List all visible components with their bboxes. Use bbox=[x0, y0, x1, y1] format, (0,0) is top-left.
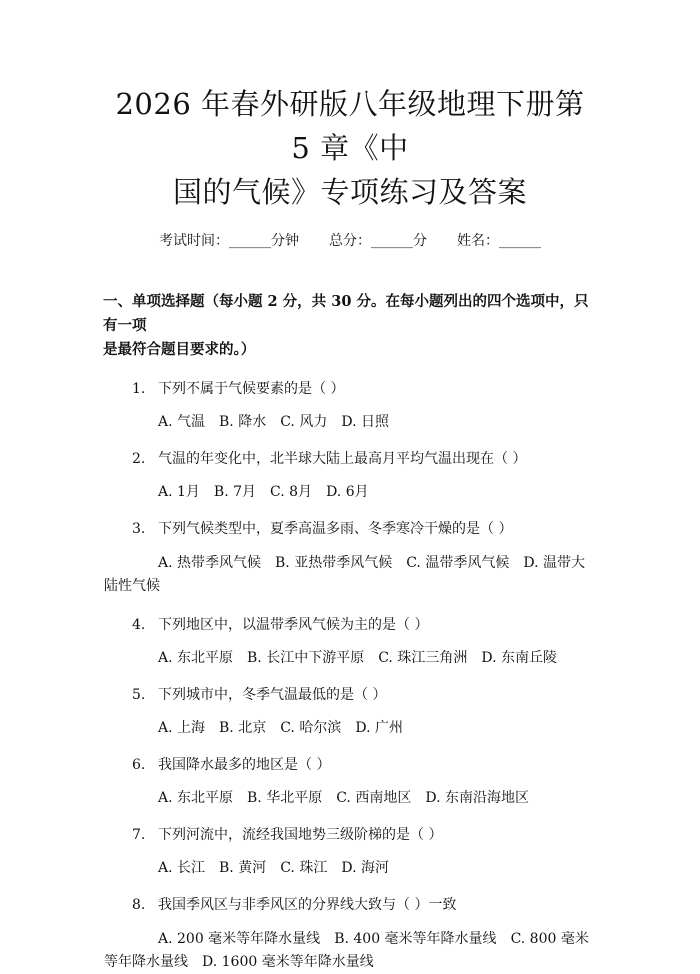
option: C. 珠江 bbox=[280, 860, 328, 876]
question-options bbox=[104, 412, 596, 432]
option: B. 黄河 bbox=[219, 860, 267, 876]
question-text: 下列地区中，以温带季风气候为主的是（ ） bbox=[158, 617, 429, 633]
question-options bbox=[104, 718, 596, 738]
question-number: 2. bbox=[132, 451, 146, 467]
question-number: 7. bbox=[132, 827, 146, 843]
option: B. 北京 bbox=[219, 720, 267, 736]
question-options bbox=[104, 648, 596, 668]
option: D. 广州 bbox=[355, 720, 403, 736]
question-options bbox=[104, 788, 596, 808]
option: D. 海河 bbox=[341, 860, 389, 876]
question-text: 下列气候类型中，夏季高温多雨、冬季寒冷干燥的是（ ） bbox=[158, 521, 513, 537]
question-text: 我国降水最多的地区是（ ） bbox=[158, 757, 331, 773]
option: C. 珠江三角洲 bbox=[378, 650, 468, 666]
option: C. 西南地区 bbox=[336, 790, 412, 806]
question-text: 下列不属于气候要素的是（ ） bbox=[158, 381, 345, 397]
document-title bbox=[104, 0, 596, 214]
option: C. 8月 bbox=[270, 484, 313, 500]
question-stem bbox=[104, 895, 596, 915]
student-name-label: 姓名：______ bbox=[457, 233, 541, 249]
option: D. 温带大陆性气候 bbox=[104, 555, 585, 594]
option: B. 长江中下游平原 bbox=[247, 650, 365, 666]
option: D. 6月 bbox=[326, 484, 369, 500]
question-stem bbox=[104, 449, 596, 469]
question-number: 3. bbox=[132, 521, 146, 537]
section-heading bbox=[103, 290, 596, 362]
title-line-2: 国的气候》专项练习及答案 bbox=[172, 175, 527, 209]
option: C. 温带季风气候 bbox=[406, 555, 510, 571]
option: A. 东北平原 bbox=[158, 790, 234, 806]
option: D. 1600 毫米等年降水量线 bbox=[202, 954, 374, 970]
option: B. 降水 bbox=[219, 414, 267, 430]
question-stem bbox=[104, 825, 596, 845]
option: A. 热带季风气候 bbox=[158, 555, 262, 571]
option: B. 7月 bbox=[213, 484, 257, 500]
option: A. 上海 bbox=[158, 720, 206, 736]
question-stem bbox=[104, 519, 596, 539]
option: C. 800 毫米等年降水量线 bbox=[104, 931, 589, 970]
option: C. 风力 bbox=[280, 414, 328, 430]
question-stem bbox=[104, 379, 596, 399]
exam-meta bbox=[104, 230, 596, 250]
question-number: 4. bbox=[132, 617, 146, 633]
exam-time-label: 考试时间：______分钟 bbox=[159, 233, 299, 249]
option: A. 长江 bbox=[158, 860, 206, 876]
question-number: 5. bbox=[132, 687, 146, 703]
question-text: 下列城市中，冬季气温最低的是（ ） bbox=[158, 687, 387, 703]
section-heading-line-1: 一、单项选择题（每小题 2 分，共 30 分。在每小题列出的四个选项中，只有一项 bbox=[103, 293, 589, 334]
question-list bbox=[104, 379, 596, 974]
option: A. 东北平原 bbox=[158, 650, 234, 666]
question-options bbox=[104, 552, 596, 598]
title-line-1: 2026 年春外研版八年级地理下册第 5 章《中 bbox=[115, 87, 585, 165]
option: B. 400 毫米等年降水量线 bbox=[334, 931, 497, 947]
option: D. 日照 bbox=[341, 414, 389, 430]
question-number: 6. bbox=[132, 757, 146, 773]
question-stem bbox=[104, 755, 596, 775]
question-text: 我国季风区与非季风区的分界线大致与（ ）一致 bbox=[158, 897, 457, 913]
option: A. 200 毫米等年降水量线 bbox=[158, 931, 321, 947]
question-stem bbox=[104, 685, 596, 705]
option: B. 华北平原 bbox=[247, 790, 323, 806]
option: C. 哈尔滨 bbox=[280, 720, 342, 736]
question-options bbox=[104, 858, 596, 878]
question-options bbox=[104, 928, 596, 974]
section-heading-line-2: 是最符合题目要求的。） bbox=[103, 341, 256, 358]
option: A. 气温 bbox=[158, 414, 206, 430]
option: A. 1月 bbox=[158, 484, 200, 500]
question-text: 下列河流中，流经我国地势三级阶梯的是（ ） bbox=[158, 827, 443, 843]
question-text: 气温的年变化中，北半球大陆上最高月平均气温出现在（ ） bbox=[158, 451, 527, 467]
question-stem bbox=[104, 615, 596, 635]
question-options bbox=[104, 482, 596, 502]
option: B. 亚热带季风气候 bbox=[275, 555, 393, 571]
option: D. 东南丘陵 bbox=[481, 650, 557, 666]
question-number: 1. bbox=[132, 381, 146, 397]
option: D. 东南沿海地区 bbox=[425, 790, 529, 806]
question-number: 8. bbox=[132, 897, 146, 913]
total-score-label: 总分：______分 bbox=[329, 233, 427, 249]
